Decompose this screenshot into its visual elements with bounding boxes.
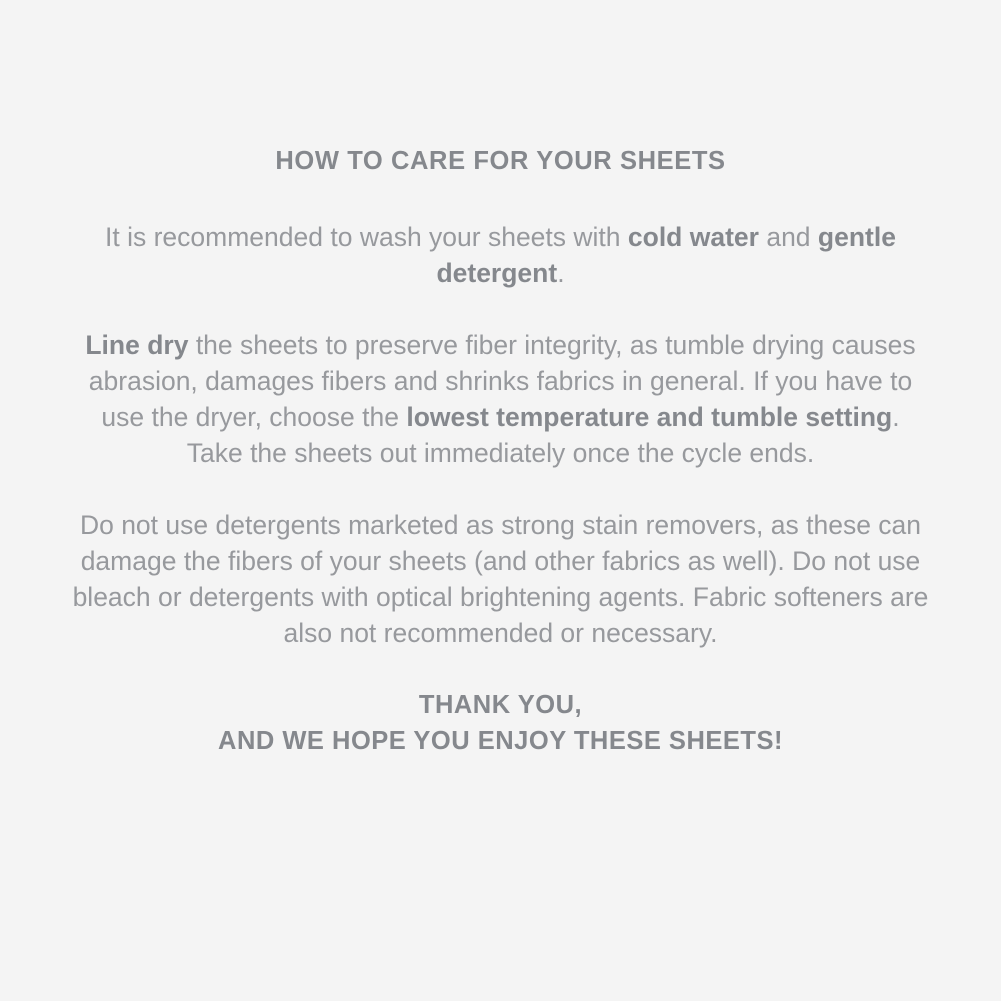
paragraph-detergents [72,507,930,651]
detergents-text: Do not use detergents marketed as strong stain removers, as these can damage the fibers of your sheets (and other fabrics as well). Do not use bleach or detergents with optical brightening agents. Fabric softeners are also not recommended or necessary. [72,509,929,648]
dry-text-2: . Take the sheets out immediately once the cycle ends. [186,401,900,468]
care-instructions-body [72,219,930,651]
closing-line-enjoy: AND WE HOPE YOU ENJOY THESE SHEETS! [218,726,783,755]
paragraph-wash [72,219,930,291]
paragraph-drying [72,327,930,471]
page-title: HOW TO CARE FOR YOUR SHEETS [275,147,726,175]
wash-text-3: . [557,257,565,288]
wash-emphasis-gentle-detergent: gentle detergent [436,221,896,288]
wash-text-2: and [758,221,818,252]
dry-emphasis-lowest-temperature: lowest temperature and tumble setting [406,401,893,432]
closing-line-thank-you: THANK YOU, [418,690,583,719]
wash-emphasis-cold-water: cold water [627,221,759,252]
wash-text-1: It is recommended to wash your sheets with [105,221,628,252]
dry-text-1: the sheets to preserve fiber integrity, as tumble drying causes abrasion, damages fibers and shrinks fabrics in general. If you have to use the dryer, choose the [88,329,916,432]
dry-emphasis-line-dry: Line dry [85,329,189,360]
closing-message [218,687,783,759]
